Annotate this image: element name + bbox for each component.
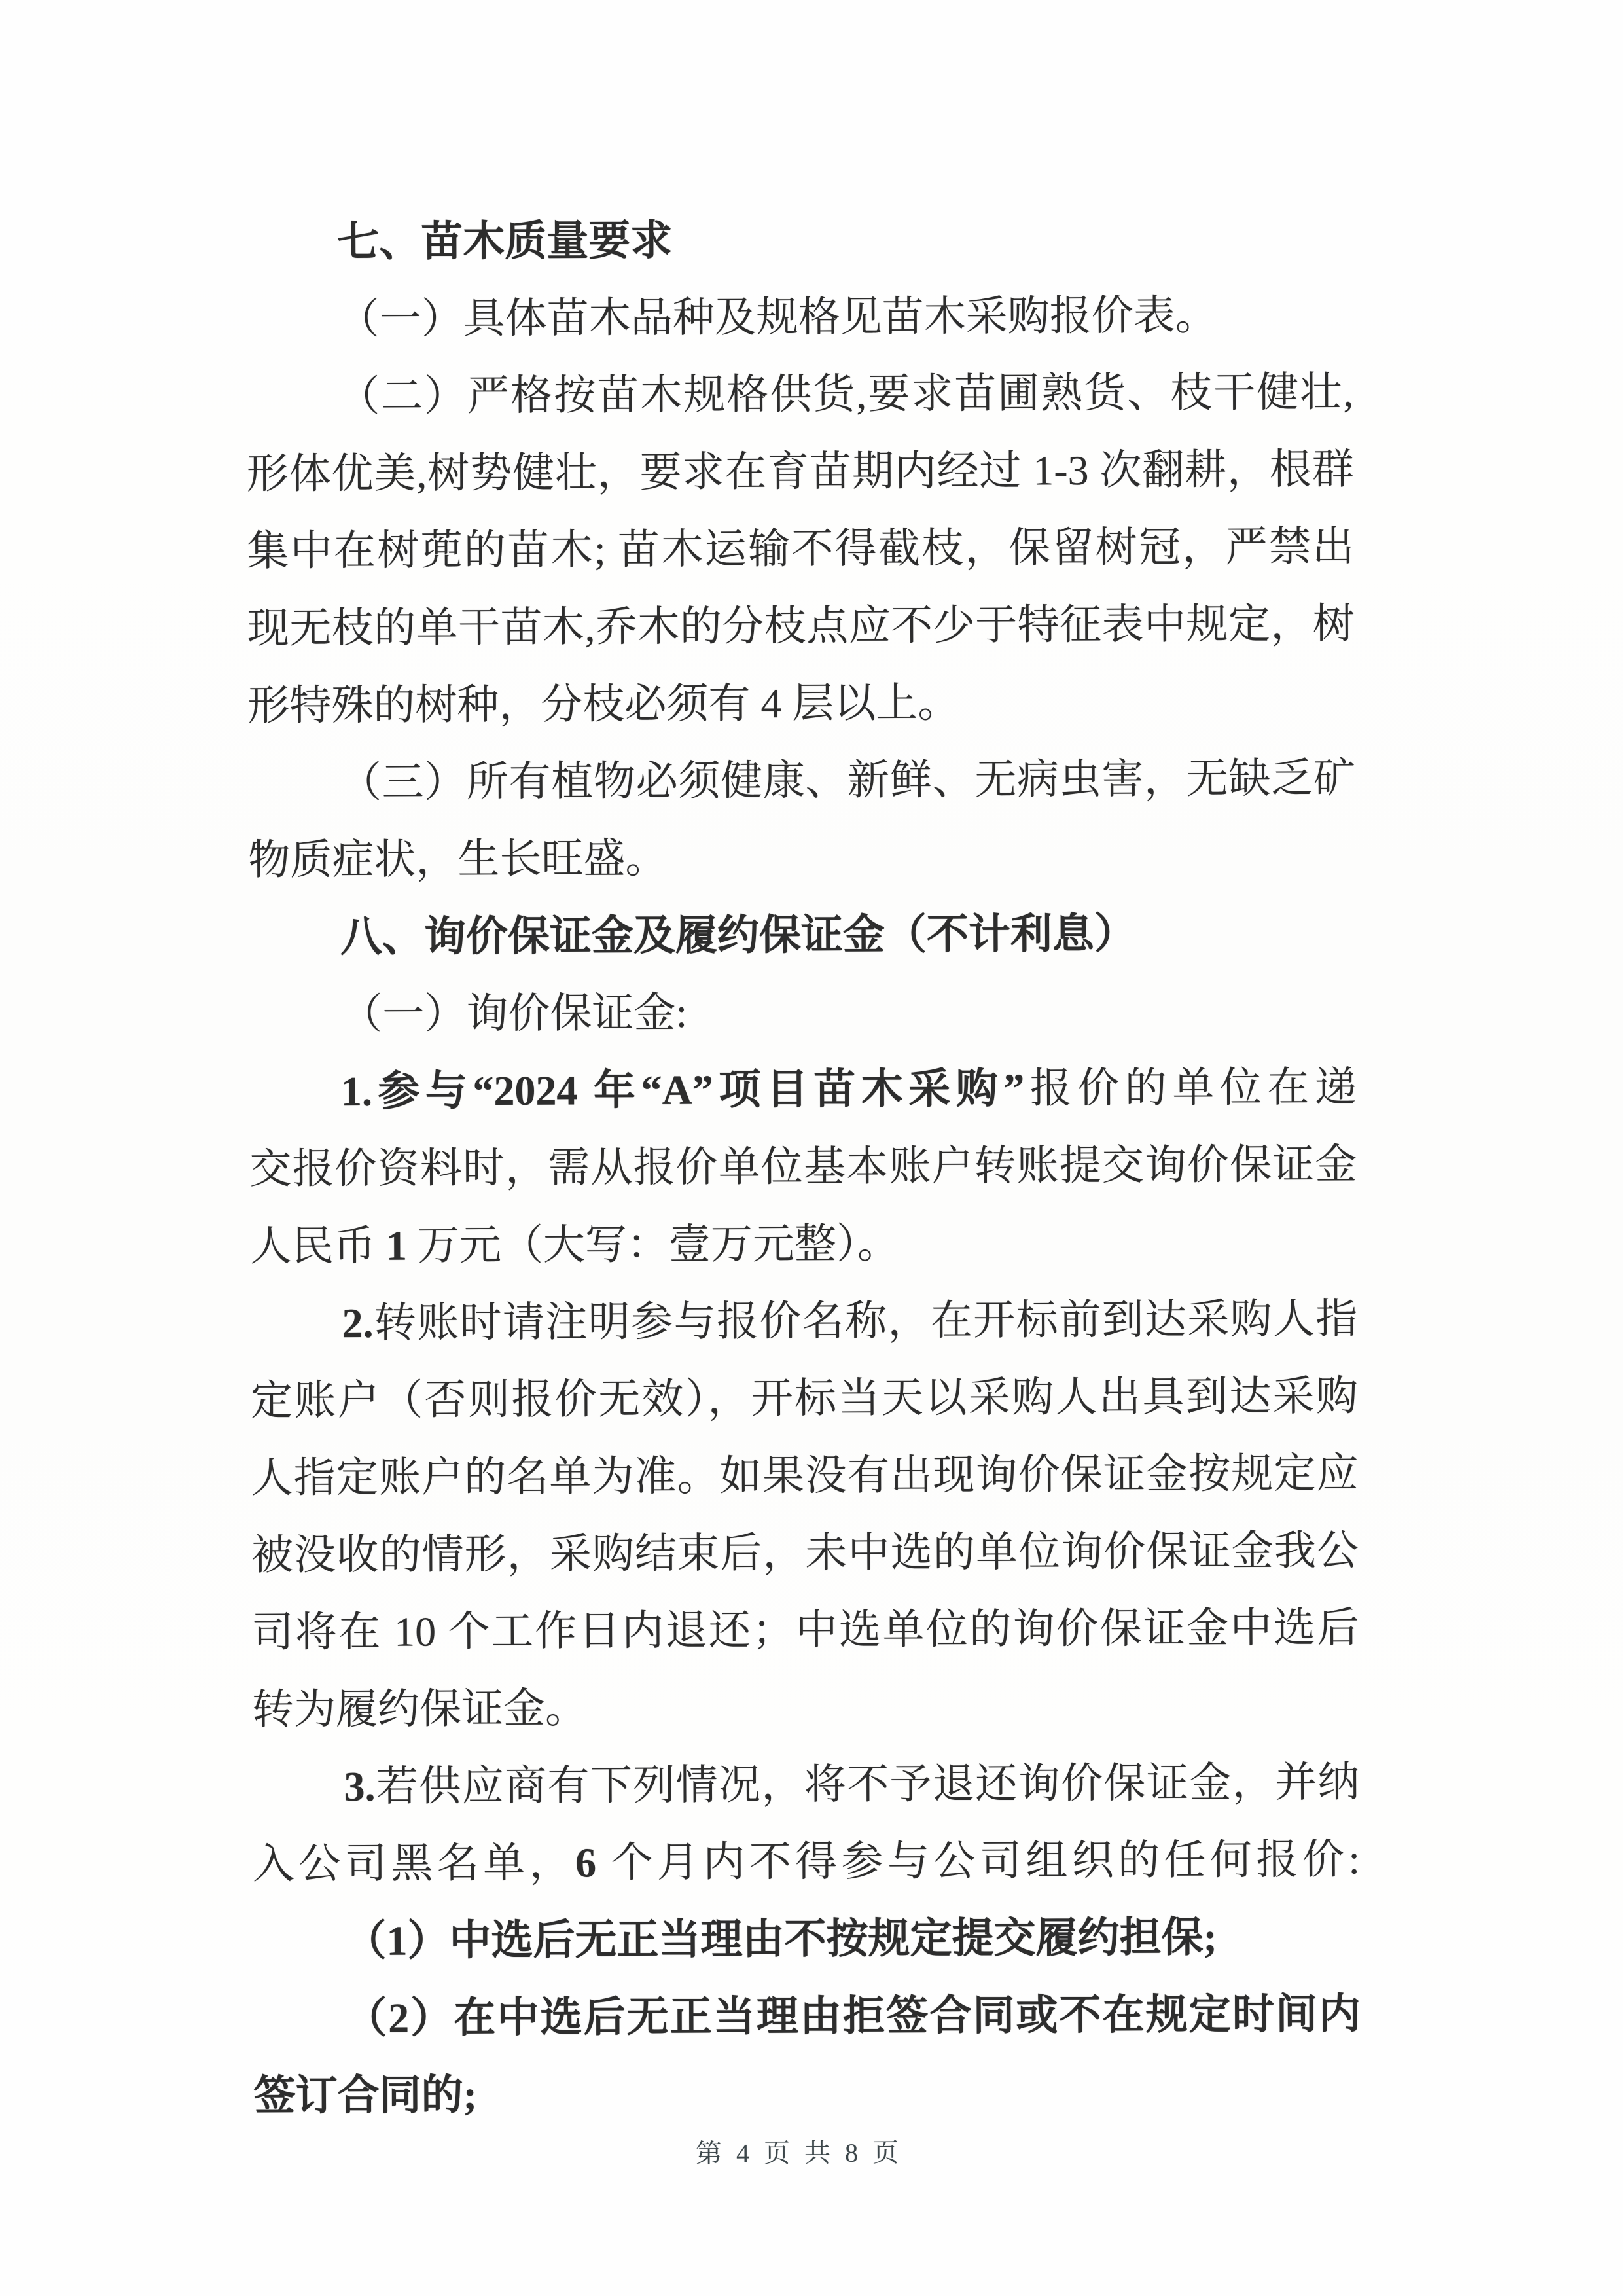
text-run: 定账户（否则报价无效），开标当天以采购人出具到达采购	[250, 1372, 1359, 1424]
text-run: 若供应商有下列情况，将不予退还询价保证金，并纳	[375, 1759, 1360, 1810]
text-line	[251, 1357, 1358, 1439]
bold-text-run: （1）中选后无正当理由不按规定提交履约担保;	[344, 1914, 1218, 1965]
text-run: 转为履约保证金。	[251, 1685, 588, 1733]
text-run: （三）所有植物必须健康、新鲜、无病虫害，无缺乏矿	[339, 755, 1356, 806]
page-footer	[245, 2130, 1353, 2172]
text-line	[252, 1744, 1359, 1825]
text-line	[253, 1975, 1361, 2057]
text-run: 被没收的情形，采购结束后，未中选的单位询价保证金我公	[251, 1527, 1359, 1579]
text-line	[248, 740, 1355, 821]
bold-text-run: 八、询价保证金及履约保证金（不计利息）	[340, 910, 1137, 961]
text-line	[247, 585, 1355, 667]
text-run: 物质症状，生长旺盛。	[248, 834, 668, 884]
text-line	[252, 1666, 1359, 1748]
text-run: 人民币	[249, 1222, 387, 1270]
text-run: 人指定账户的名单为准。如果没有出现询价保证金按规定应	[251, 1450, 1359, 1501]
bold-text-run: 签订合同的;	[253, 2072, 478, 2119]
text-line	[245, 199, 1353, 281]
text-line	[249, 1049, 1357, 1130]
text-run: 报价的单位在递	[1024, 1064, 1357, 1112]
text-line	[251, 1435, 1358, 1516]
text-line	[248, 817, 1355, 899]
text-run: 交报价资料时，需从报价单位基本账户转账提交询价保证金	[249, 1141, 1357, 1193]
bold-text-run: 1	[385, 1222, 408, 1269]
text-run: 个月内不得参与公司组织的任何报价:	[596, 1836, 1361, 1886]
text-line	[251, 1589, 1359, 1671]
document-body	[245, 199, 1361, 2134]
text-line	[249, 894, 1356, 976]
bold-text-run: 七、苗木质量要求	[337, 217, 673, 266]
text-line	[253, 1821, 1360, 1903]
text-line	[250, 1280, 1357, 1362]
text-line	[249, 971, 1356, 1053]
bold-text-run: 2.	[342, 1299, 374, 1347]
bold-text-run: （2）在中选后无正当理由拒签合同或不在规定时间内	[344, 1990, 1361, 2042]
page-number: 第 4 页 共 8 页	[695, 2138, 903, 2168]
text-run: （一）询价保证金:	[340, 989, 688, 1038]
text-line	[251, 1512, 1359, 1594]
text-line	[246, 276, 1353, 358]
text-run: 集中在树蔸的苗木; 苗木运输不得截枝，保留树冠，严禁出	[247, 523, 1355, 575]
bold-text-run: 1.参与“2024 年“A”项目苗木采购”	[340, 1065, 1025, 1115]
text-run: （二）严格按苗木规格供货,要求苗圃熟货、枝干健壮,	[338, 368, 1354, 420]
text-run: （一）具体苗木品种及规格见苗木采购报价表。	[337, 292, 1217, 343]
bold-text-run: 3.	[344, 1763, 376, 1810]
text-line	[247, 662, 1355, 744]
text-run: 形特殊的树种，分枝必须有 4 层以上。	[247, 679, 960, 729]
text-run: 万元（大写：壹万元整）。	[406, 1220, 900, 1269]
bold-text-run: 6	[575, 1839, 597, 1886]
text-run: 转账时请注明参与报价名称，在开标前到达采购人指	[373, 1295, 1358, 1346]
text-run: 现无枝的单干苗木,乔木的分枝点应不少于特征表中规定，树	[247, 600, 1355, 652]
text-run: 形体优美,树势健壮，要求在育苗期内经过 1-3 次翻耕，根群	[246, 446, 1354, 497]
text-run: 入公司黑名单，	[252, 1839, 576, 1888]
text-line	[246, 353, 1353, 435]
text-line	[247, 431, 1354, 512]
text-line	[249, 1126, 1357, 1208]
text-line	[247, 508, 1354, 590]
text-line	[250, 1203, 1357, 1285]
text-line	[253, 2053, 1361, 2134]
text-run: 司将在 10 个工作日内退还；中选单位的询价保证金中选后	[251, 1604, 1359, 1656]
text-line	[253, 1898, 1360, 1980]
